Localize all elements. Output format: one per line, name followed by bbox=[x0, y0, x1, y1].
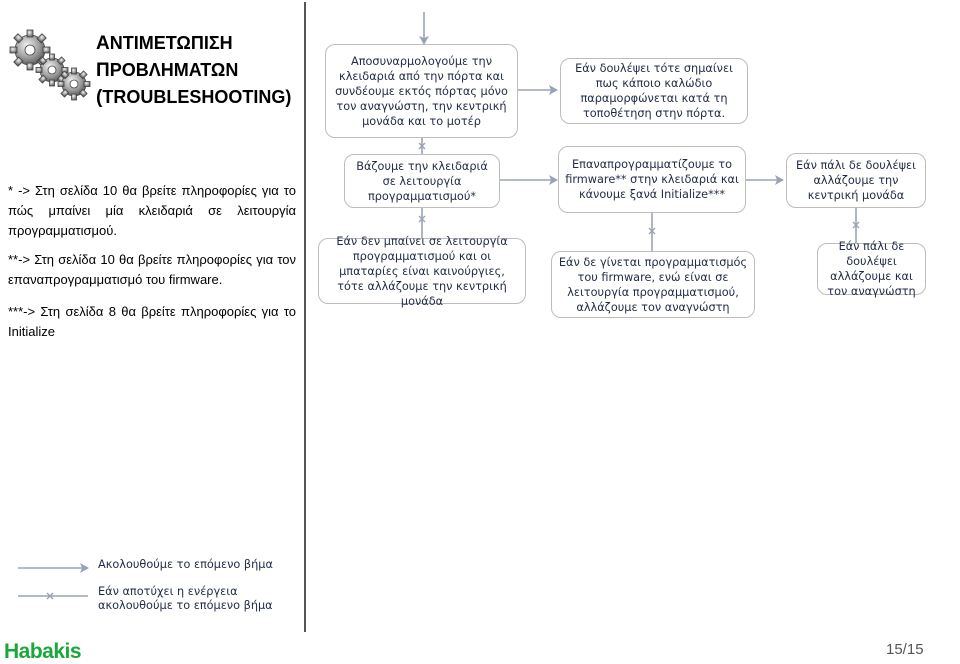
step-disassemble-lock: Αποσυναρμολογούμε την κλειδαριά από την πόρτα και συνδέουμε εκτός πόρτας μόνο τον αναγνώστη, την κεντρική μονάδα και το μοτέρ bbox=[325, 44, 518, 138]
title-paren: ( bbox=[96, 87, 103, 108]
footnote-firmware: **-> Στη σελίδα 10 θα βρείτε πληροφορίες για τον επαναπρογραμματισμό του firmware. bbox=[8, 252, 296, 287]
title-initial: Α bbox=[96, 33, 110, 54]
step-reprogram-firmware: Επαναπρογραμματίζουμε το firmware** στην κλειδαριά και κάνουμε ξανά Initialize*** bbox=[558, 146, 746, 213]
step-programming-mode: Βάζουμε την κλειδαριά σε λειτουργία προγραμματισμού* bbox=[344, 154, 500, 208]
step-no-programming-mode: Εάν δεν μπαίνει σε λειτουργία προγραμματισμού και οι μπαταρίες είναι καινούργιες, τότε αλλάζουμε την κεντρική μονάδα bbox=[318, 238, 526, 304]
step-replace-reader: Εάν δε γίνεται προγραμματισμός του firmware, ενώ είναι σε λειτουργία προγραμματισμού, αλλάζουμε τον αναγνώστη bbox=[551, 251, 755, 318]
step-replace-central-unit: Εάν πάλι δε δουλέψει αλλάζουμε την κεντρική μονάδα bbox=[786, 153, 926, 208]
step-replace-reader-final: Εάν πάλι δε δουλέψει αλλάζουμε και τον αναγνώστη bbox=[817, 243, 926, 295]
legend-on-failure-2: ακολουθούμε το επόμενο βήμα bbox=[98, 599, 273, 612]
page-number: 15/15 bbox=[886, 641, 924, 658]
footnote-programming-mode: * -> Στη σελίδα 10 θα βρείτε πληροφορίες για το πώς μπαίνει μία κλειδαριά σε λειτουργία προγραμματισμού. bbox=[8, 183, 296, 238]
footnote-initialize: ***-> Στη σελίδα 8 θα βρείτε πληροφορίες για το Initialize bbox=[8, 304, 296, 339]
title-text: ΡΟΒΛΗΜΑΤΩΝ bbox=[109, 60, 239, 80]
title-text: TROUBLESHOOTING) bbox=[102, 87, 292, 107]
title-initial: Π bbox=[96, 60, 110, 81]
result-cable-deformed: Εάν δουλέψει τότε σημαίνει πως κάποιο καλώδιο παραμορφώνεται κατά τη τοποθέτηση στην πόρτα. bbox=[560, 58, 748, 124]
legend-on-failure-1: Εάν αποτύχει η ενέργεια bbox=[98, 585, 238, 598]
brand-logo: Habakis bbox=[4, 640, 82, 663]
legend-next-step: Ακολουθούμε το επόμενο βήμα bbox=[98, 558, 273, 571]
title-text: ΝΤΙΜΕΤΩΠΙΣΗ bbox=[109, 33, 233, 53]
